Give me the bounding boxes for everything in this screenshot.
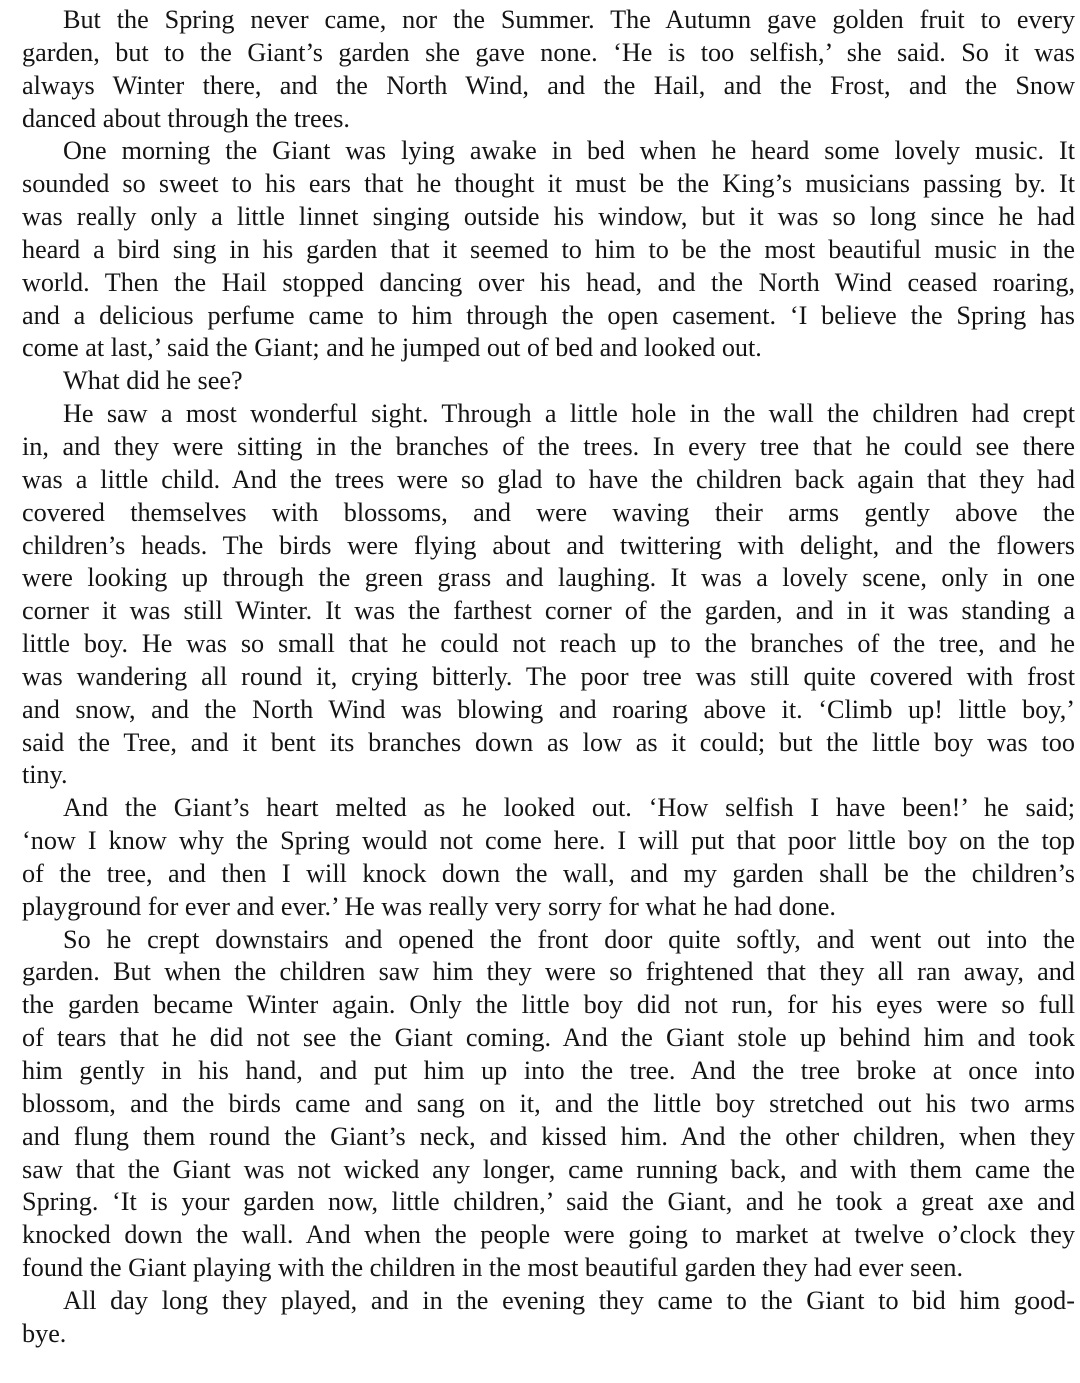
text-line: in, and they were sitting in the branches of the trees. In every tree that he could see there <box>22 431 1075 461</box>
text-line: and flung them round the Giant’s neck, and kissed him. And the other children, when they <box>22 1121 1075 1151</box>
text-line: sounded so sweet to his ears that he thought it must be the King’s musicians passing by. It <box>22 169 1075 199</box>
text-line: He saw a most wonderful sight. Through a little hole in the wall the children had crept <box>63 399 1075 429</box>
text-line: tiny. <box>22 760 68 790</box>
paragraph <box>22 1285 1075 1351</box>
text-line: heard a bird sing in his garden that it seemed to him to be the most beautiful music in the <box>22 234 1075 264</box>
text-line: was wandering all round it, crying bitterly. The poor tree was still quite covered with frost <box>22 661 1075 691</box>
text-line: All day long they played, and in the evening they came to the Giant to bid him good- <box>63 1285 1075 1315</box>
text-line: and snow, and the North Wind was blowing and roaring above it. ‘Climb up! little boy,’ <box>22 694 1075 724</box>
text-line: And the Giant’s heart melted as he looked out. ‘How selfish I have been!’ he said; <box>63 793 1075 823</box>
text-line: the garden became Winter again. Only the little boy did not run, for his eyes were so full <box>22 990 1075 1020</box>
text-line: children’s heads. The birds were flying about and twittering with delight, and the flowers <box>22 530 1075 560</box>
text-line: covered themselves with blossoms, and were waving their arms gently above the <box>22 497 1075 527</box>
text-line: said the Tree, and it bent its branches down as low as it could; but the little boy was too <box>22 727 1075 757</box>
text-line: found the Giant playing with the children in the most beautiful garden they had ever seen. <box>22 1253 964 1283</box>
text-line: world. Then the Hail stopped dancing over his head, and the North Wind ceased roaring, <box>22 267 1075 297</box>
text-line: So he crept downstairs and opened the front door quite softly, and went out into the <box>63 924 1075 954</box>
paragraph <box>22 792 1075 923</box>
text-line: little boy. He was so small that he could not reach up to the branches of the tree, and he <box>22 629 1075 659</box>
text-line: come at last,’ said the Giant; and he jumped out of bed and looked out. <box>22 333 762 363</box>
text-line: garden. But when the children saw him they were so frightened that they all ran away, and <box>22 957 1075 987</box>
paragraph <box>22 398 1075 792</box>
text-line: playground for ever and ever.’ He was really very sorry for what he had done. <box>22 891 836 921</box>
text-line: always Winter there, and the North Wind, and the Hail, and the Frost, and the Snow <box>22 70 1075 100</box>
text-line: were looking up through the green grass and laughing. It was a lovely scene, only in one <box>22 563 1075 593</box>
text-line: danced about through the trees. <box>22 103 350 133</box>
text-line: and a delicious perfume came to him through the open casement. ‘I believe the Spring has <box>22 300 1075 330</box>
text-line: ‘now I know why the Spring would not come here. I will put that poor little boy on the top <box>22 826 1075 856</box>
text-line: of the tree, and then I will knock down the wall, and my garden shall be the children’s <box>22 858 1075 888</box>
text-line: knocked down the wall. And when the people were going to market at twelve o’clock they <box>22 1220 1075 1250</box>
text-line: One morning the Giant was lying awake in bed when he heard some lovely music. It <box>63 136 1075 166</box>
paragraph <box>22 924 1075 1285</box>
text-line: corner it was still Winter. It was the farthest corner of the garden, and in it was standing a <box>22 596 1075 626</box>
text-line: saw that the Giant was not wicked any longer, came running back, and with them came the <box>22 1154 1075 1184</box>
paragraph <box>22 365 1075 398</box>
document-page <box>22 4 1075 1351</box>
text-line: garden, but to the Giant’s garden she gave none. ‘He is too selfish,’ she said. So it was <box>22 37 1075 67</box>
paragraph <box>22 135 1075 365</box>
text-line: was really only a little linnet singing outside his window, but it was so long since he had <box>22 202 1075 232</box>
text-line: of tears that he did not see the Giant coming. And the Giant stole up behind him and took <box>22 1023 1075 1053</box>
paragraph <box>22 4 1075 135</box>
text-line: blossom, and the birds came and sang on it, and the little boy stretched out his two arms <box>22 1088 1075 1118</box>
text-line: What did he see? <box>63 366 243 396</box>
text-line: bye. <box>22 1318 67 1348</box>
text-line: Spring. ‘It is your garden now, little children,’ said the Giant, and he took a great axe and <box>22 1187 1075 1217</box>
text-line: him gently in his hand, and put him up into the tree. And the tree broke at once into <box>22 1056 1075 1085</box>
text-line: was a little child. And the trees were so glad to have the children back again that they had <box>22 464 1075 494</box>
text-line: But the Spring never came, nor the Summer. The Autumn gave golden fruit to every <box>63 5 1075 34</box>
